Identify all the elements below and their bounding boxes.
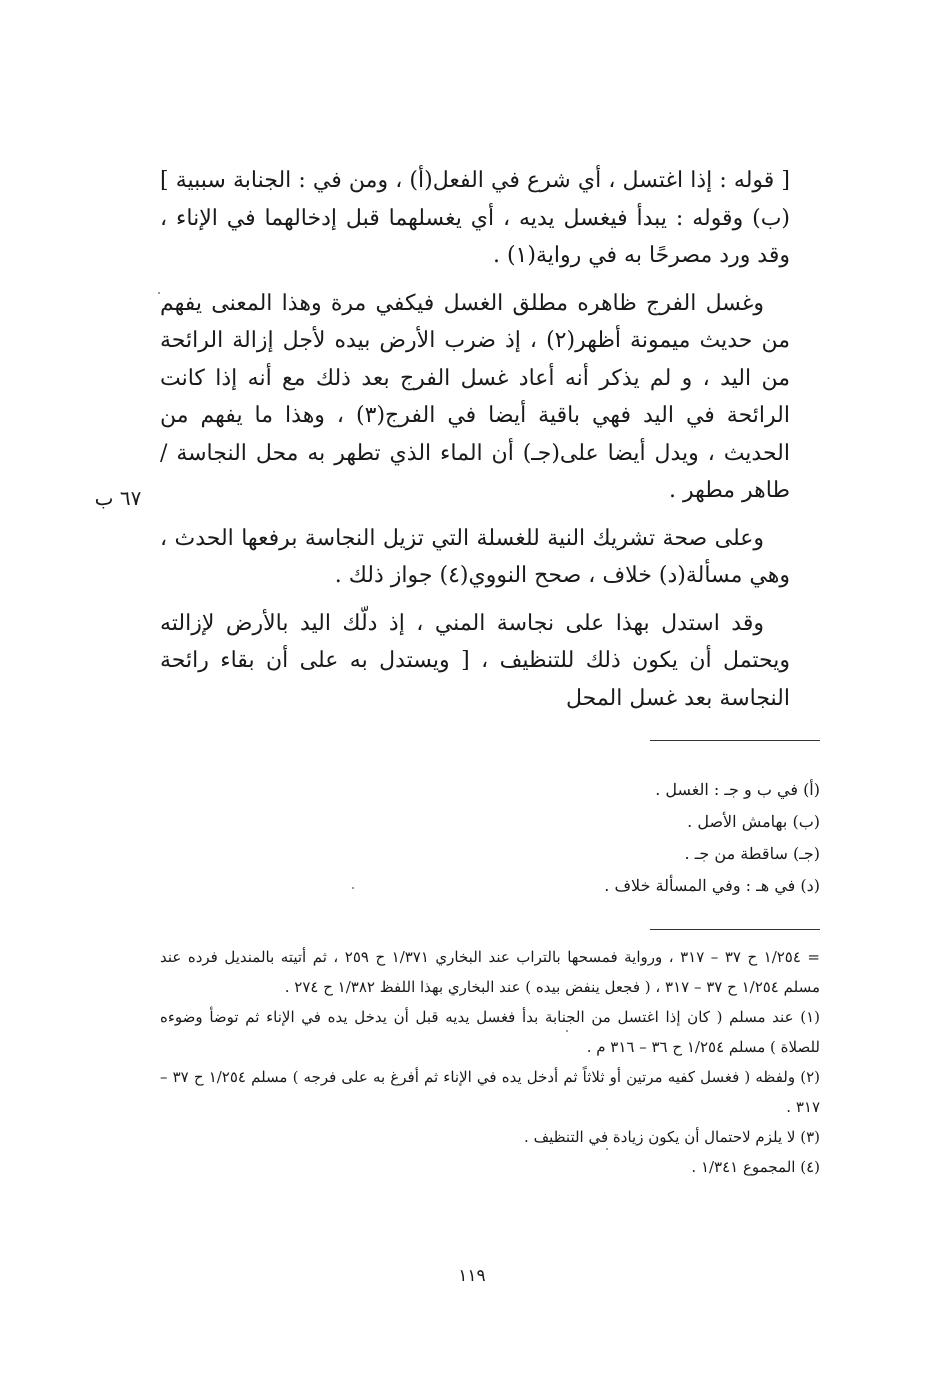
variant-note: (ب) بهامش الأصل .	[687, 812, 820, 831]
footnote: (٤) المجموع ١/٣٤١ .	[691, 1158, 820, 1176]
scan-speck	[566, 1030, 568, 1032]
footnote-divider-top	[650, 740, 820, 741]
variant-note: (د) في هـ : وفي المسألة خلاف .	[604, 876, 820, 895]
paragraph-1: [ قوله : إذا اغتسل ، أي شرع في الفعل(أ) ، ومن في : الجنابة سببية ](ب) وقوله : يبدأ فيغسل يديه ، أي يغسلهما قبل إدخالهما في الإناء ، وقد ورد مصرحًا به في رواية(١) .	[160, 168, 790, 268]
footnote-divider-bottom	[650, 929, 820, 930]
footnote-continuation: = ١/٢٥٤ ح ٣٧ – ٣١٧ ، ورواية فمسحها بالتراب عند البخاري ١/٣٧١ ح ٢٥٩ ، ثم أتيته بالمنديل فرده عند مسلم ١/٢٥٤ ح ٣٧ – ٣١٧ ، ( فجعل ينفض بيده ) عند البخاري بهذا اللفظ ١/٣٨٢ ح ٢٧٤ .	[160, 948, 821, 996]
variant-readings	[330, 774, 820, 902]
paragraph-3: وعلى صحة تشريك النية للغسلة التي تزيل النجاسة برفعها الحدث ، وهي مسألة(د) خلاف ، صحح النووي(٤) جواز ذلك .	[160, 525, 790, 588]
footnote: (٢) ولفظه ( فغسل كفيه مرتين أو ثلاثاً ثم أدخل يده في الإناء ثم أفرغ به على فرجه ) مسلم ١/٢٥٤ ح ٣٧ – ٣١٧ .	[160, 1068, 821, 1116]
footnote: (١) عند مسلم ( كان إذا اغتسل من الجنابة بدأ فغسل يديه قبل أن يدخل يده في الإناء ثم توضأ وضوءه للصلاة ) مسلم ١/٢٥٤ ح ٣٦ – ٣١٦ م .	[160, 1008, 820, 1056]
scan-speck	[352, 887, 354, 889]
footnote: (٣) لا يلزم لاحتمال أن يكون زيادة في التنظيف .	[524, 1128, 820, 1146]
paragraph-4: وقد استدل بهذا على نجاسة المني ، إذ دلّك اليد بالأرض لإزالته ويحتمل أن يكون ذلك للتنظيف ، [ ويستدل به على أن بقاء رائحة النجاسة بعد غسل المحل	[160, 610, 790, 711]
page-number: ١١٩	[458, 1266, 486, 1286]
footnotes	[160, 942, 820, 1182]
variant-note: (أ) في ب و جـ : الغسل .	[655, 780, 820, 799]
manuscript-folio-marker: ٦٧ ب	[94, 486, 142, 510]
scan-speck	[606, 1148, 608, 1150]
scan-speck	[158, 292, 160, 294]
main-text	[160, 162, 790, 717]
variant-note: (جـ) ساقطة من جـ .	[684, 844, 820, 863]
paragraph-2: وغسل الفرج ظاهره مطلق الغسل فيكفي مرة وهذا المعنى يفهم من حديث ميمونة أظهر(٢) ، إذ ضرب الأرض بيده لأجل إزالة الرائحة من اليد ، و لم يذكر أنه أعاد غسل الفرج بعد ذلك مع أنه إذا كانت الرائحة في اليد فهي باقية أيضا في الفرج(٣) ، وهذا ما يفهم من الحديث ، ويدل أيضا على(جـ) أن الماء الذي تطهر به محل النجاسة / طاهر مطهر .	[160, 290, 790, 503]
